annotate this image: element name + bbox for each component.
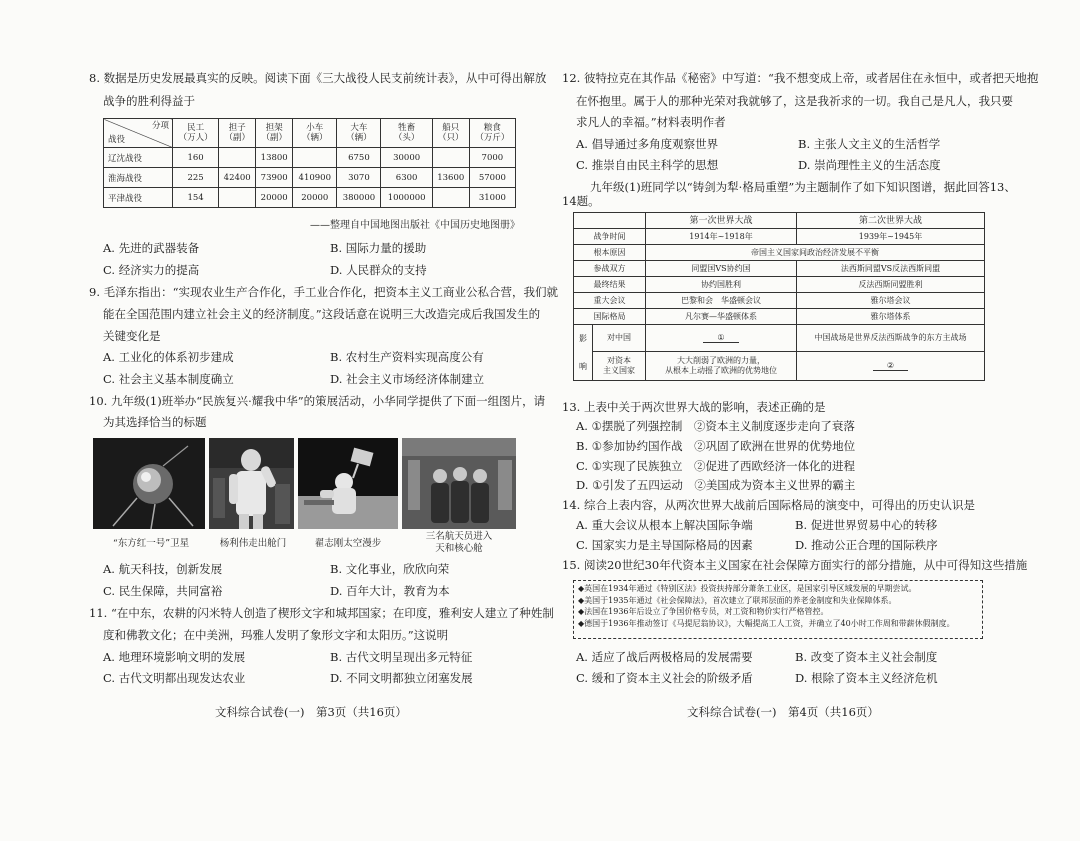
table-cell: 中国战场是世界反法西斯战争的东方主战场 [797, 325, 985, 352]
q14-option-c[interactable]: C. 国家实力是主导国际格局的因素 [576, 538, 753, 552]
table-cell [219, 188, 256, 208]
table-cell: 73900 [256, 168, 293, 188]
header-cell: 粮食 （万斤） [469, 119, 515, 148]
row-label: 最终结果 [574, 277, 646, 293]
table-cell: 雅尔塔会议 [797, 293, 985, 309]
table-cell [293, 148, 337, 168]
spacewalk-photo [298, 438, 398, 529]
q15-stem: 15. 阅读20世纪30年代资本主义国家在社会保障方面实行的部分措施，从中可得知这些措施 [562, 558, 1028, 572]
q12-option-c[interactable]: C. 推崇自由民主科学的思想 [576, 158, 719, 172]
measure-item: ◆美国于1935年通过《社会保障法》，首次建立了联邦层面的养老金制度和失业保障体系。 [578, 595, 897, 605]
q12-stem-line2: 在怀抱里。属于人的那种光荣对我就够了，这是我祈求的一切。我自己是凡人，我只要 [576, 94, 1013, 108]
table-row [104, 148, 516, 168]
table-cell: 反法西斯同盟胜利 [797, 277, 985, 293]
header-cell: 担架 （副） [256, 119, 293, 148]
table-cell: 法西斯同盟VS反法西斯同盟 [797, 261, 985, 277]
q13-intro-line2: 14题。 [562, 194, 600, 208]
table-cell: 42400 [219, 168, 256, 188]
table-row [104, 188, 516, 208]
table-cell: 20000 [256, 188, 293, 208]
table-cell: 辽沈战役 [104, 148, 173, 168]
table-row [574, 352, 985, 381]
table-cell: 154 [173, 188, 219, 208]
row-label: 对资本 主义国家 [593, 352, 646, 381]
measure-item: ◆法国在1936年后设立了争国价格专员，对工资和物价实行严格管控。 [578, 607, 829, 616]
q14-option-b[interactable]: B. 促进世界贸易中心的转移 [795, 518, 938, 532]
table-row [104, 168, 516, 188]
diagonal-header-cell [104, 119, 173, 148]
diag-top-label: 分项 [151, 121, 169, 131]
header-cell: 担子 （副） [219, 119, 256, 148]
right-page [540, 0, 1080, 841]
table-cell [646, 325, 797, 352]
q9-option-c[interactable]: C. 社会主义基本制度确立 [103, 372, 234, 386]
row-label: 战争时间 [574, 229, 646, 245]
table-cell [797, 352, 985, 381]
q10-option-d[interactable]: D. 百年大计，教育为本 [330, 584, 450, 598]
table-cell: 巴黎和会 华盛顿会议 [646, 293, 797, 309]
impact-label: 影 响 [574, 325, 593, 381]
table-cell: 雅尔塔体系 [797, 309, 985, 325]
left-page-footer: 文科综合试卷(一) 第3页（共16页） [215, 705, 407, 719]
table-cell: 13600 [432, 168, 469, 188]
table-cell: 协约国胜利 [646, 277, 797, 293]
q8-option-b[interactable]: B. 国际力量的援助 [330, 241, 427, 255]
q12-option-d[interactable]: D. 崇尚理性主义的生活态度 [798, 158, 941, 172]
q12-stem-line1: 12. 彼特拉克在其作品《秘密》中写道：“我不想变成上帝，或者居住在永恒中，或者把天地抱 [562, 71, 1039, 85]
q12-option-b[interactable]: B. 主张人文主义的生活哲学 [798, 137, 941, 151]
q9-option-d[interactable]: D. 社会主义市场经济体制建立 [330, 372, 485, 386]
q15-option-d[interactable]: D. 根除了资本主义经济危机 [795, 671, 938, 685]
table-cell: 13800 [256, 148, 293, 168]
measure-item: ◆德国于1936年推动签订《马提尼翁协议》，大幅提高工人工资，并确立了40小时工作周和带薪休假制度。 [578, 618, 955, 628]
q11-option-b[interactable]: B. 古代文明呈现出多元特征 [330, 650, 473, 664]
table-source-note: ——整理自中国地图出版社《中国历史地图册》 [310, 220, 520, 231]
caption-three-astronauts-line1: 三名航天员进入 [425, 531, 493, 542]
caption-zhai-zhigang: 翟志刚太空漫步 [314, 538, 382, 549]
battle-support-table [103, 118, 516, 208]
table-cell: 6750 [337, 148, 381, 168]
caption-three-astronauts-line2: 天和核心舱 [435, 543, 483, 554]
astronauts-in-core-module-photo [402, 438, 516, 529]
satellite-photo [93, 438, 205, 529]
q10-stem-line1: 10. 九年级(1)班举办“民族复兴·耀我中华”的策展活动，小华同学提供了下面一组图片，请 [89, 394, 546, 408]
table-cell: 同盟国VS协约国 [646, 261, 797, 277]
table-row [574, 293, 985, 309]
q11-stem-line2: 度和佛教文化；在中美洲，玛雅人发明了象形文字和太阳历。”这说明 [103, 628, 449, 642]
q8-stem-line1: 8. 数据是历史发展最真实的反映。阅读下面《三大战役人民支前统计表》，从中可得出解放 [89, 71, 547, 85]
table-cell: 225 [173, 168, 219, 188]
table-cell [432, 148, 469, 168]
q10-stem-line2: 为其选择恰当的标题 [103, 415, 207, 429]
q11-stem-line1: 11. “在中东，农耕的闪米特人创造了楔形文字和城邦国家；在印度，雅利安人建立了种姓制 [89, 606, 554, 620]
q9-stem-line1: 9. 毛泽东指出：“实现农业生产合作化，手工业合作化，把资本主义工商业公私合营，我们就 [89, 285, 559, 299]
table-cell [432, 188, 469, 208]
table-cell [574, 213, 646, 229]
header-cell: 小车 （辆） [293, 119, 337, 148]
world-wars-knowledge-table [573, 212, 985, 381]
table-row [574, 325, 985, 352]
q13-stem: 13. 上表中关于两次世界大战的影响，表述正确的是 [562, 400, 826, 414]
table-row [574, 261, 985, 277]
table-cell: 31000 [469, 188, 515, 208]
table-cell: 7000 [469, 148, 515, 168]
q9-option-a[interactable]: A. 工业化的体系初步建成 [103, 350, 234, 364]
ww2-header: 第二次世界大战 [797, 213, 985, 229]
blank-1: ① [703, 333, 738, 343]
q13-option-b[interactable]: B. ①参加协约国作战 ②巩固了欧洲在世界的优势地位 [576, 439, 856, 453]
q13-intro-line1: 九年级(1)班同学以“铸剑为犁·格局重塑”为主题制作了如下知识图谱，据此回答13、 [590, 180, 1016, 194]
q13-option-d[interactable]: D. ①引发了五四运动 ②美国成为资本主义世界的霸主 [576, 478, 856, 492]
header-cell: 大车 （辆） [337, 119, 381, 148]
table-cell: 大大削弱了欧洲的力量， 从根本上动摇了欧洲的优势地位 [646, 352, 797, 381]
row-label: 国际格局 [574, 309, 646, 325]
q15-option-b[interactable]: B. 改变了资本主义社会制度 [795, 650, 938, 664]
table-cell: 平津战役 [104, 188, 173, 208]
q12-stem-line3: 求凡人的幸福。”材料表明作者 [576, 115, 726, 129]
q8-option-c[interactable]: C. 经济实力的提高 [103, 263, 200, 277]
q15-measures-box [573, 580, 983, 639]
q14-option-d[interactable]: D. 推动公正合理的国际秩序 [795, 538, 938, 552]
row-label: 重大会议 [574, 293, 646, 309]
table-cell: 3070 [337, 168, 381, 188]
table-row [574, 245, 985, 261]
header-cell: 牲畜 （头） [381, 119, 432, 148]
q9-option-b[interactable]: B. 农村生产资料实现高度公有 [330, 350, 484, 364]
q14-option-a[interactable]: A. 重大会议从根本上解决国际争端 [576, 518, 753, 532]
astronaut-exiting-hatch-photo [209, 438, 294, 529]
table-row [574, 277, 985, 293]
table-cell: 1939年~1945年 [797, 229, 985, 245]
table-header-row [104, 119, 516, 148]
table-cell: 57000 [469, 168, 515, 188]
right-page-footer: 文科综合试卷(一) 第4页（共16页） [687, 705, 879, 719]
table-cell: 6300 [381, 168, 432, 188]
header-cell: 民工 （万人） [173, 119, 219, 148]
table-row [574, 309, 985, 325]
table-header-row [574, 213, 985, 229]
q8-option-a[interactable]: A. 先进的武器装备 [103, 241, 200, 255]
diag-bottom-label: 战役 [108, 135, 126, 145]
q10-option-c[interactable]: C. 民生保障，共同富裕 [103, 584, 223, 598]
row-label: 参战双方 [574, 261, 646, 277]
blank-2: ② [873, 361, 908, 371]
q13-option-a[interactable]: A. ①摆脱了列强控制 ②资本主义制度逐步走向了衰落 [576, 419, 855, 433]
q10-option-a[interactable]: A. 航天科技，创新发展 [103, 562, 223, 576]
caption-yang-liwei: 杨利伟走出舱门 [219, 538, 287, 549]
q15-option-a[interactable]: A. 适应了战后两极格局的发展需要 [576, 650, 753, 664]
q13-option-c[interactable]: C. ①实现了民族独立 ②促进了西欧经济一体化的进程 [576, 459, 856, 473]
q11-option-d[interactable]: D. 不同文明都独立闭塞发展 [330, 671, 473, 685]
table-cell: 30000 [381, 148, 432, 168]
row-label: 对中国 [593, 325, 646, 352]
q10-option-b[interactable]: B. 文化事业，欣欣向荣 [330, 562, 450, 576]
q11-option-a[interactable]: A. 地理环境影响文明的发展 [103, 650, 246, 664]
q14-stem: 14. 综合上表内容，从两次世界大战前后国际格局的演变中，可得出的历史认识是 [562, 498, 975, 512]
table-cell: 410900 [293, 168, 337, 188]
q8-option-d[interactable]: D. 人民群众的支持 [330, 263, 427, 277]
table-cell: 1000000 [381, 188, 432, 208]
q15-option-c[interactable]: C. 缓和了资本主义社会的阶级矛盾 [576, 671, 753, 685]
table-cell: 20000 [293, 188, 337, 208]
table-cell: 帝国主义国家间政治经济发展不平衡 [646, 245, 985, 261]
row-label: 根本原因 [574, 245, 646, 261]
q9-stem-line3: 关键变化是 [103, 329, 161, 343]
table-cell: 1914年~1918年 [646, 229, 797, 245]
ww1-header: 第一次世界大战 [646, 213, 797, 229]
q12-option-a[interactable]: A. 倡导通过多角度观察世界 [576, 137, 719, 151]
q9-stem-line2: 能在全国范围内建立社会主义的经济制度。”这段话意在说明三大改造完成后我国发生的 [103, 307, 541, 321]
table-cell [219, 148, 256, 168]
table-row [574, 229, 985, 245]
q11-option-c[interactable]: C. 古代文明都出现发达农业 [103, 671, 246, 685]
header-cell: 船只 （只） [432, 119, 469, 148]
table-cell: 淮海战役 [104, 168, 173, 188]
table-cell: 凡尔赛—华盛顿体系 [646, 309, 797, 325]
table-cell: 160 [173, 148, 219, 168]
table-cell: 380000 [337, 188, 381, 208]
caption-satellite: “东方红一号”卫星 [112, 538, 190, 549]
q8-stem-line2: 战争的胜利得益于 [103, 94, 195, 108]
measure-item: ◆英国在1934年通过《特别区法》投资扶持部分萧条工业区，是国家引导区域发展的早期尝试。 [578, 584, 917, 593]
